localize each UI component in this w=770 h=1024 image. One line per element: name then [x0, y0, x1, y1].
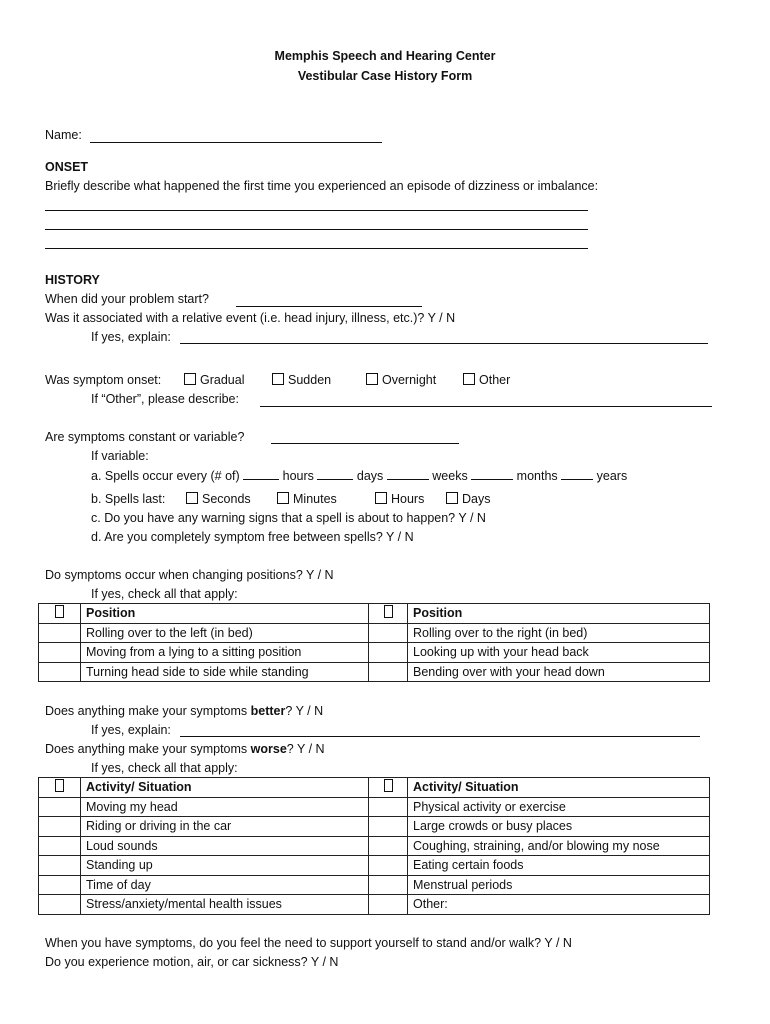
constant-question: Are symptoms constant or variable? [45, 430, 245, 444]
activity-item: Riding or driving in the car [81, 817, 369, 837]
check-cell[interactable] [39, 817, 81, 837]
positions-table [38, 603, 710, 682]
position-item: Looking up with your head back [408, 643, 710, 663]
last-option-days[interactable]: Days [446, 492, 490, 507]
name-field[interactable] [90, 142, 382, 143]
check-cell[interactable] [39, 623, 81, 643]
history-heading: HISTORY [45, 273, 100, 287]
months-field[interactable] [471, 468, 513, 480]
start-question: When did your problem start? [45, 292, 209, 306]
years-field[interactable] [561, 468, 593, 480]
table-row [39, 895, 710, 915]
onset-option-other[interactable]: Other [463, 373, 510, 388]
last-option-seconds[interactable]: Seconds [186, 492, 251, 507]
onset-type-question: Was symptom onset: [45, 373, 162, 387]
positions-question: Do symptoms occur when changing positions? Y / N [45, 568, 334, 582]
check-cell[interactable] [369, 662, 408, 682]
better-explain-label: If yes, explain: [91, 723, 171, 737]
checkbox-icon[interactable] [366, 373, 378, 385]
last-option-minutes[interactable]: Minutes [277, 492, 337, 507]
check-header-left [39, 778, 81, 798]
other-describe-field[interactable] [260, 406, 712, 407]
better-explain-field[interactable] [180, 736, 700, 737]
checkbox-icon[interactable] [186, 492, 198, 504]
checkbox-icon[interactable] [446, 492, 458, 504]
activity-item: Moving my head [81, 797, 369, 817]
position-header-right: Position [408, 604, 710, 624]
table-row [39, 643, 710, 663]
weeks-field[interactable] [387, 468, 429, 480]
checkbox-icon [55, 605, 64, 618]
checkbox-icon[interactable] [184, 373, 196, 385]
check-cell[interactable] [369, 817, 408, 837]
activity-item: Eating certain foods [408, 856, 710, 876]
onset-line-2[interactable] [45, 229, 588, 230]
onset-prompt: Briefly describe what happened the first time you experienced an episode of dizziness or imbalance: [45, 179, 599, 193]
days-field[interactable] [317, 468, 353, 480]
check-header-right [369, 604, 408, 624]
check-header-left [39, 604, 81, 624]
start-date-field[interactable] [236, 306, 422, 307]
check-header-right [369, 778, 408, 798]
better-question: Does anything make your symptoms better? Y / N [45, 704, 324, 718]
activity-item: Coughing, straining, and/or blowing my nose [408, 836, 710, 856]
position-item: Rolling over to the right (in bed) [408, 623, 710, 643]
table-row [39, 817, 710, 837]
table-row [39, 797, 710, 817]
onset-line-3[interactable] [45, 248, 588, 249]
form-title: Vestibular Case History Form [297, 69, 473, 83]
worse-question: Does anything make your symptoms worse? Y / N [45, 742, 325, 756]
checkbox-icon [55, 779, 64, 792]
onset-option-sudden[interactable]: Sudden [272, 373, 331, 388]
check-cell[interactable] [39, 797, 81, 817]
positions-check-all: If yes, check all that apply: [91, 587, 238, 601]
activity-item: Large crowds or busy places [408, 817, 710, 837]
table-row [39, 604, 710, 624]
spells-frequency-row: a. Spells occur every (# of) hours days weeks months years [91, 469, 628, 483]
check-cell[interactable] [39, 895, 81, 915]
checkbox-icon[interactable] [463, 373, 475, 385]
check-cell[interactable] [369, 797, 408, 817]
check-cell[interactable] [369, 643, 408, 663]
check-cell[interactable] [369, 623, 408, 643]
activity-item: Standing up [81, 856, 369, 876]
check-cell[interactable] [369, 856, 408, 876]
check-cell[interactable] [39, 836, 81, 856]
worse-check-all: If yes, check all that apply: [91, 761, 238, 775]
onset-heading: ONSET [45, 160, 89, 174]
table-row [39, 623, 710, 643]
onset-line-1[interactable] [45, 210, 588, 211]
check-cell[interactable] [39, 856, 81, 876]
check-cell[interactable] [369, 875, 408, 895]
hours-field[interactable] [243, 468, 279, 480]
activities-table [38, 777, 710, 915]
check-cell[interactable] [39, 875, 81, 895]
assoc-explain-field[interactable] [180, 343, 708, 344]
position-item: Rolling over to the left (in bed) [81, 623, 369, 643]
checkbox-icon [384, 779, 393, 792]
check-cell[interactable] [39, 662, 81, 682]
position-item: Turning head side to side while standing [81, 662, 369, 682]
onset-option-overnight[interactable]: Overnight [366, 373, 436, 388]
table-row [39, 836, 710, 856]
activity-item: Loud sounds [81, 836, 369, 856]
name-label: Name: [45, 128, 82, 142]
activity-item: Physical activity or exercise [408, 797, 710, 817]
other-describe-label: If “Other”, please describe: [91, 392, 239, 406]
check-cell[interactable] [369, 895, 408, 915]
support-question: When you have symptoms, do you feel the need to support yourself to stand and/or walk? Y / N [45, 936, 572, 950]
symptom-free-question: d. Are you completely symptom free between spells? Y / N [91, 530, 414, 544]
activity-item: Menstrual periods [408, 875, 710, 895]
check-cell[interactable] [39, 643, 81, 663]
check-cell[interactable] [369, 836, 408, 856]
checkbox-icon[interactable] [277, 492, 289, 504]
table-row [39, 778, 710, 798]
activity-item: Other: [408, 895, 710, 915]
activity-item: Time of day [81, 875, 369, 895]
activity-header-right: Activity/ Situation [408, 778, 710, 798]
position-header-left: Position [81, 604, 369, 624]
warning-question: c. Do you have any warning signs that a spell is about to happen? Y / N [91, 511, 486, 525]
activity-header-left: Activity/ Situation [81, 778, 369, 798]
assoc-explain-label: If yes, explain: [91, 330, 171, 344]
activity-item: Stress/anxiety/mental health issues [81, 895, 369, 915]
associated-question: Was it associated with a relative event (i.e. head injury, illness, etc.)? Y / N [45, 311, 456, 325]
motion-sickness-question: Do you experience motion, air, or car sickness? Y / N [45, 955, 339, 969]
constant-field[interactable] [271, 443, 459, 444]
org-title: Memphis Speech and Hearing Center [274, 49, 496, 63]
last-option-hours[interactable]: Hours [375, 492, 424, 507]
onset-option-gradual[interactable]: Gradual [184, 373, 244, 388]
table-row [39, 662, 710, 682]
checkbox-icon [384, 605, 393, 618]
table-row [39, 875, 710, 895]
if-variable-label: If variable: [91, 449, 149, 463]
position-item: Bending over with your head down [408, 662, 710, 682]
spells-last-label: b. Spells last: [91, 492, 166, 506]
checkbox-icon[interactable] [272, 373, 284, 385]
position-item: Moving from a lying to a sitting position [81, 643, 369, 663]
checkbox-icon[interactable] [375, 492, 387, 504]
table-row [39, 856, 710, 876]
